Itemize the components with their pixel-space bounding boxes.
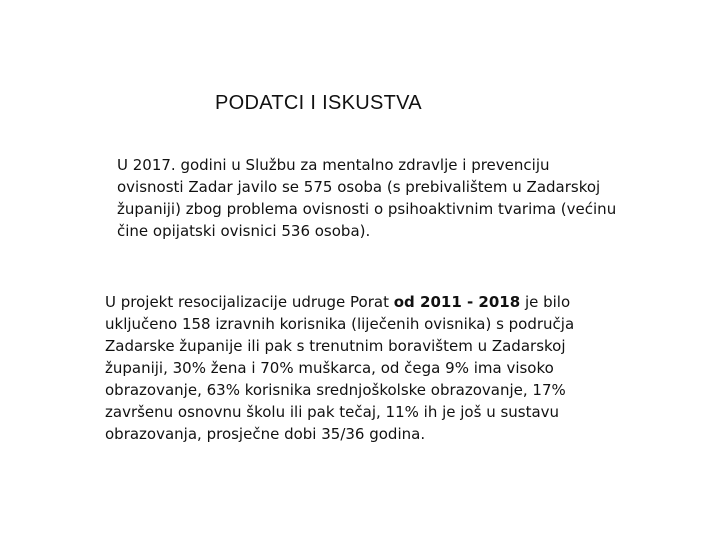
paragraph-text-end: je bilo uključeno 158 izravnih korisnika (liječenih ovisnika) s područja Zadarske županije ili pak s trenutnim boravištem u Zadarskoj županiji, 30% žena i 70% muškarca, od čega 9% ima visoko obrazovanje, 63% korisnika srednjoškolske obrazovanje, 17% završenu osnovnu školu ili pak tečaj, 11% ih je još u sustavu obrazovanja, prosječne dobi 35/36 godina. [105,293,575,443]
slide-title: PODATCI I ISKUSTVA [215,92,422,114]
paragraph-text-start: U projekt resocijalizacije udruge Porat [105,293,394,311]
date-range-highlight: od 2011 - 2018 [393,293,521,311]
paragraph-2017-statistics: U 2017. godini u Službu za mentalno zdravlje i prevenciju ovisnosti Zadar javilo se 575 osoba (s prebivalištem u Zadarskoj županiji) zbog problema ovisnosti o psihoaktivnim tvarima (većinu čine opijatski ovisnici 536 osoba). [117,156,617,240]
paragraph-project-participants [105,291,625,445]
